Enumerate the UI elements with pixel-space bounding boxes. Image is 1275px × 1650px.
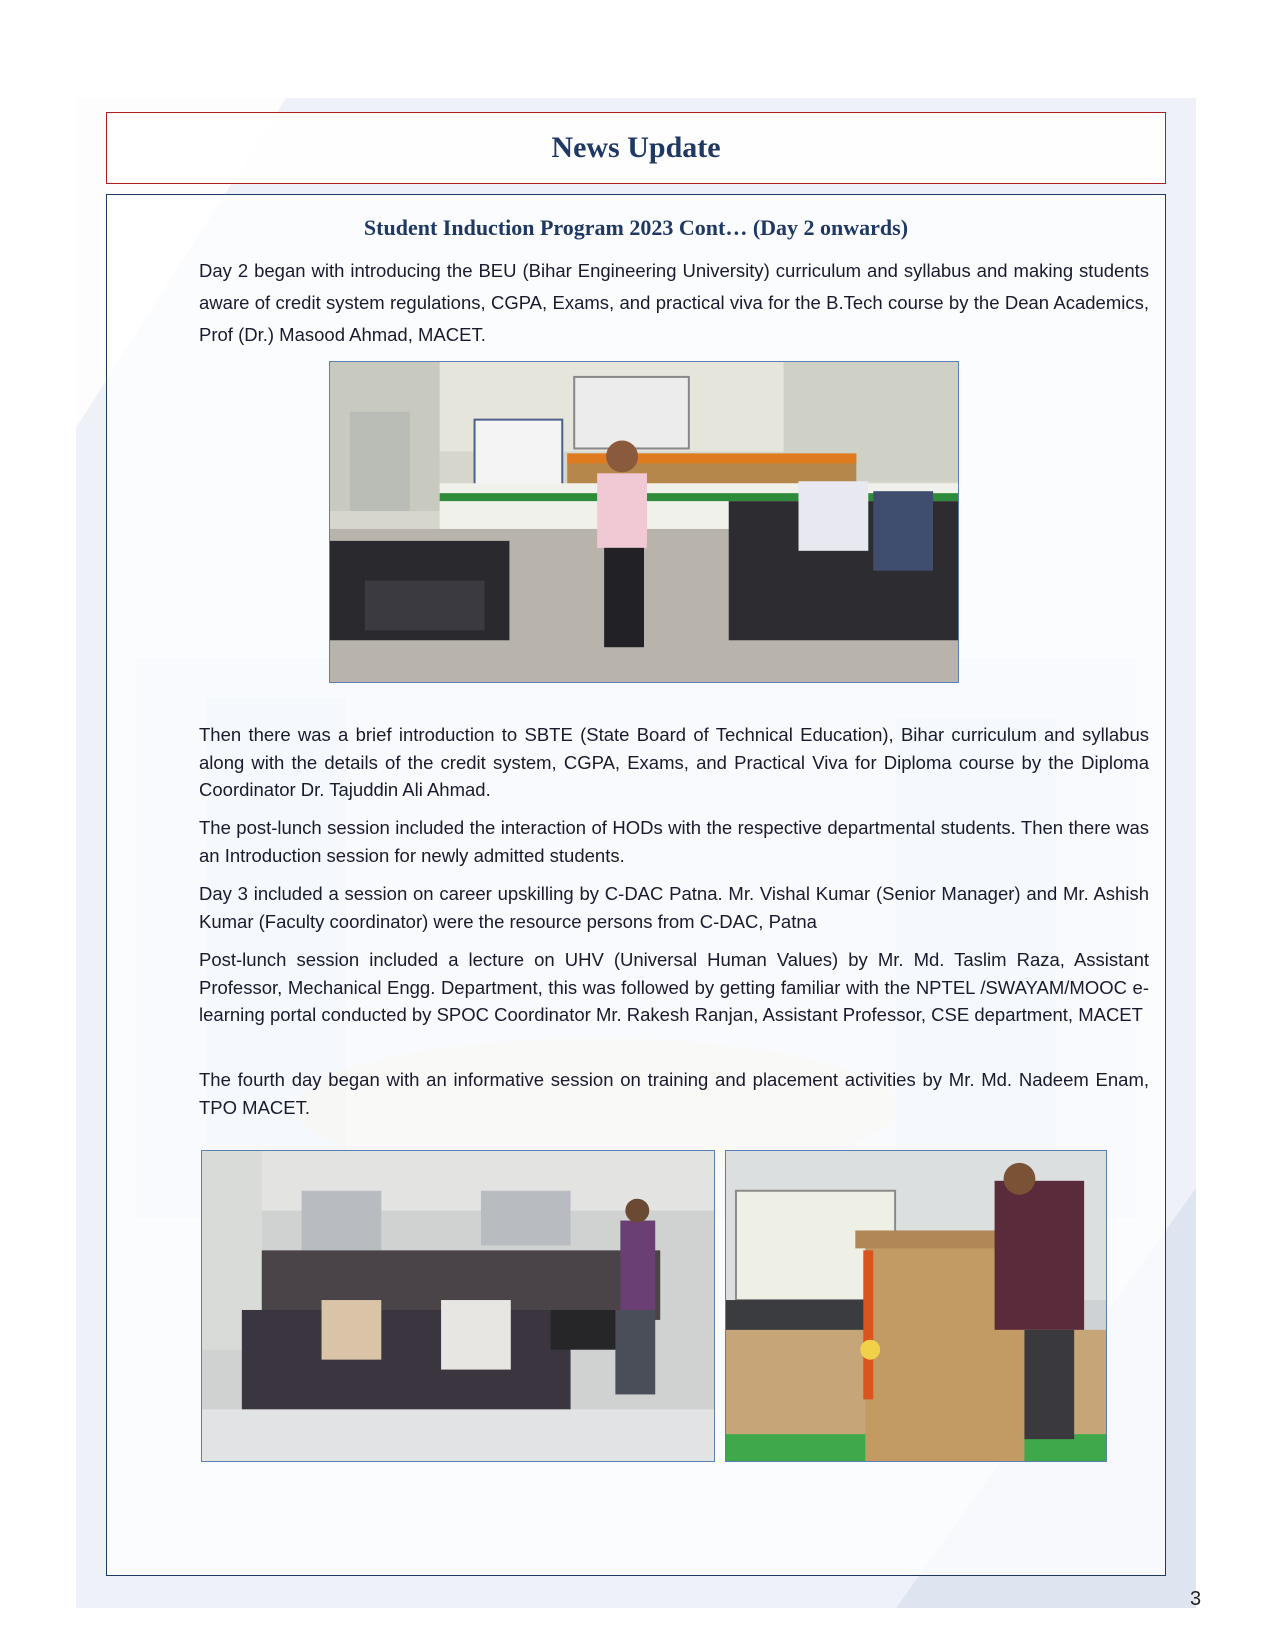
- title-banner: [106, 112, 1166, 184]
- page-title: News Update: [551, 131, 721, 164]
- paragraph-day2: Day 2 began with introducing the BEU (Bihar Engineering University) curriculum and syllabus and making students aware of credit system regulations, CGPA, Exams, and practical viva for the B.Tech course by the Dean Academics, Prof (Dr.) Masood Ahmad, MACET.: [199, 260, 1149, 345]
- paragraph-day4: The fourth day began with an informative session on training and placement activities by Mr. Md. Nadeem Enam, TPO MACET.: [199, 1069, 1149, 1118]
- article-panel: [106, 194, 1166, 1576]
- paragraph-post-lunch-hod: The post-lunch session included the interaction of HODs with the respective departmental students. Then there was an Introduction session for newly admitted students.: [199, 817, 1149, 866]
- page-number: 3: [1190, 1588, 1202, 1610]
- paragraph-sbte: Then there was a brief introduction to SBTE (State Board of Technical Education), Bihar curriculum and syllabus along with the details of the credit system, CGPA, Exams, and Practical Viva for Diploma course by the Diploma Coordinator Dr. Tajuddin Ali Ahmad.: [199, 724, 1149, 800]
- photo-podium-speaker: [725, 1150, 1107, 1462]
- photo-auditorium-audience: [201, 1150, 715, 1462]
- article-subtitle: Student Induction Program 2023 Cont… (Day 2 onwards): [363, 215, 909, 240]
- paragraph-day3: Day 3 included a session on career upskilling by C-DAC Patna. Mr. Vishal Kumar (Senior Manager) and Mr. Ashish Kumar (Faculty coordinator) were the resource persons from C-DAC, Patna: [199, 883, 1149, 932]
- photo-dean-lecture: [329, 361, 959, 683]
- paragraph-uhv-nptel: Post-lunch session included a lecture on UHV (Universal Human Values) by Mr. Md. Taslim Raza, Assistant Professor, Mechanical Engg. Department, this was followed by getting familiar with the NPTEL /SWAYAM/MOOC e-learning portal conducted by SPOC Coordinator Mr. Rakesh Ranjan, Assistant Professor, CSE department, MACET: [199, 949, 1149, 1025]
